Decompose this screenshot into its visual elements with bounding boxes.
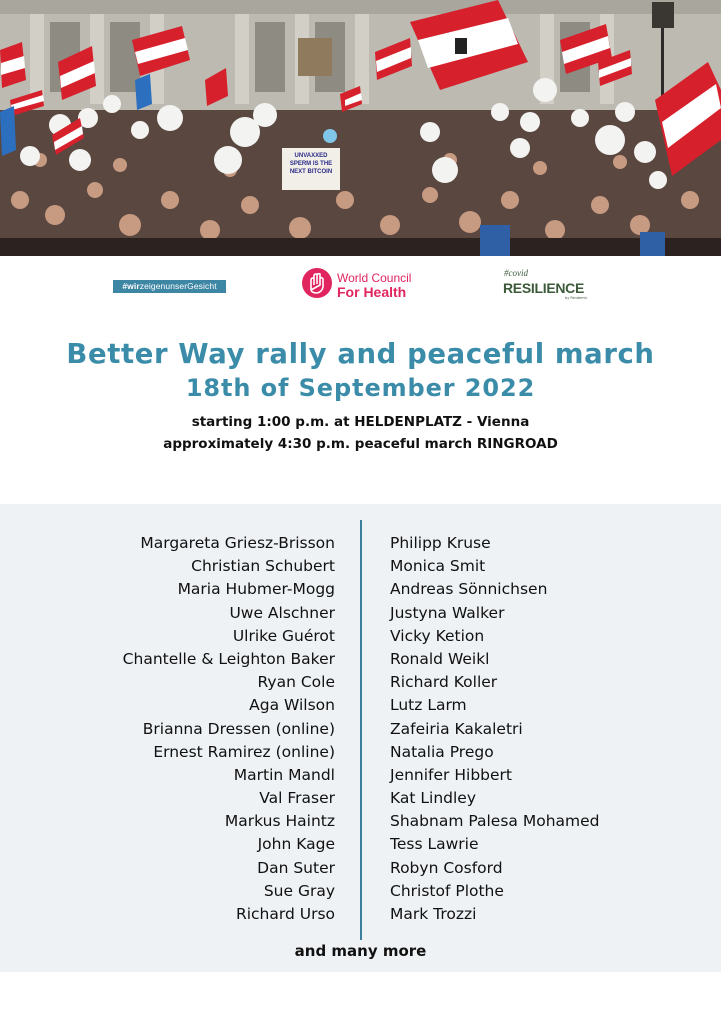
speaker-name: Richard Urso: [235, 905, 335, 923]
speaker-name: Sue Gray: [263, 881, 335, 900]
speaker-name: Margareta Griesz-Brisson: [140, 534, 335, 552]
speaker-name: Christof Plothe: [390, 881, 504, 900]
rally-photo: [0, 0, 721, 256]
speaker-name: Maria Hubmer-Mogg: [177, 580, 335, 599]
speakers-panel: [0, 504, 721, 972]
covid-resilience-logo: [503, 268, 588, 304]
event-date: 18th of September 2022: [185, 374, 536, 402]
speaker-name: Jennifer Hibbert: [390, 765, 512, 784]
speaker-name: Kat Lindley: [390, 789, 477, 808]
wch-logo-line2: For Health: [337, 284, 407, 300]
speaker-name: Lutz Larm: [390, 696, 467, 715]
resilience-logo-tiny: by Pandemic: [565, 296, 588, 300]
world-council-for-health-logo: [302, 268, 422, 302]
speaker-name: Shabnam Palesa Mohamed: [390, 812, 600, 831]
speaker-name: Justyna Walker: [390, 603, 505, 622]
speaker-name: Natalia Prego: [390, 742, 494, 761]
speaker-name: Ryan Cole: [257, 673, 335, 692]
speaker-name: Robyn Cosford: [390, 858, 503, 877]
speaker-name: Ulrike Guérot: [232, 626, 335, 645]
event-title: Better Way rally and peaceful march: [66, 338, 655, 370]
speaker-name: Richard Koller: [390, 673, 498, 692]
speaker-name: Zafeiria Kakaletri: [390, 719, 523, 738]
speaker-name: Aga Wilson: [249, 696, 335, 715]
speaker-name: Monica Smit: [390, 557, 486, 576]
resilience-logo-small: #covid: [504, 268, 528, 278]
speaker-name: Markus Haintz: [224, 812, 335, 831]
column-divider: [360, 520, 362, 940]
wir-logo-rest: zeigenunserGesicht: [139, 281, 217, 291]
speaker-name: Ernest Ramirez (online): [153, 742, 335, 761]
speaker-name: Martin Mandl: [233, 765, 335, 784]
wch-hands-icon: [302, 268, 332, 298]
speaker-name: Vicky Ketion: [390, 626, 485, 645]
speaker-name: Brianna Dressen (online): [142, 719, 335, 738]
resilience-logo-big: RESILIENCE: [503, 280, 585, 296]
speakers-right-column: [390, 532, 600, 926]
speaker-name: Val Fraser: [259, 789, 335, 808]
wirzeigenunsergesicht-logo: [113, 280, 226, 293]
and-many-more: and many more: [294, 942, 427, 960]
event-start-info: starting 1:00 p.m. at HELDENPLATZ - Vienna: [191, 414, 530, 430]
protest-sign-text: UNVAXXED SPERM IS THE NEXT BITCOIN: [289, 153, 333, 175]
speaker-name: Chantelle & Leighton Baker: [122, 649, 335, 668]
speakers-left-column: [123, 532, 335, 926]
speaker-name: Philipp Kruse: [390, 534, 491, 552]
speaker-name: Dan Suter: [257, 858, 335, 877]
speaker-name: Uwe Alschner: [229, 603, 335, 622]
wir-logo-prefix: #wir: [122, 281, 140, 291]
speaker-name: Mark Trozzi: [390, 905, 477, 923]
speaker-name: Tess Lawrie: [390, 835, 479, 854]
speaker-name: Christian Schubert: [191, 557, 335, 576]
event-march-info: approximately 4:30 p.m. peaceful march RINGROAD: [163, 436, 558, 452]
speaker-name: Ronald Weikl: [390, 649, 490, 668]
rally-photo-illustration: [0, 0, 721, 256]
wch-logo-line1: World Council: [337, 271, 412, 285]
speaker-name: Andreas Sönnichsen: [390, 580, 548, 599]
speaker-name: John Kage: [257, 835, 335, 854]
